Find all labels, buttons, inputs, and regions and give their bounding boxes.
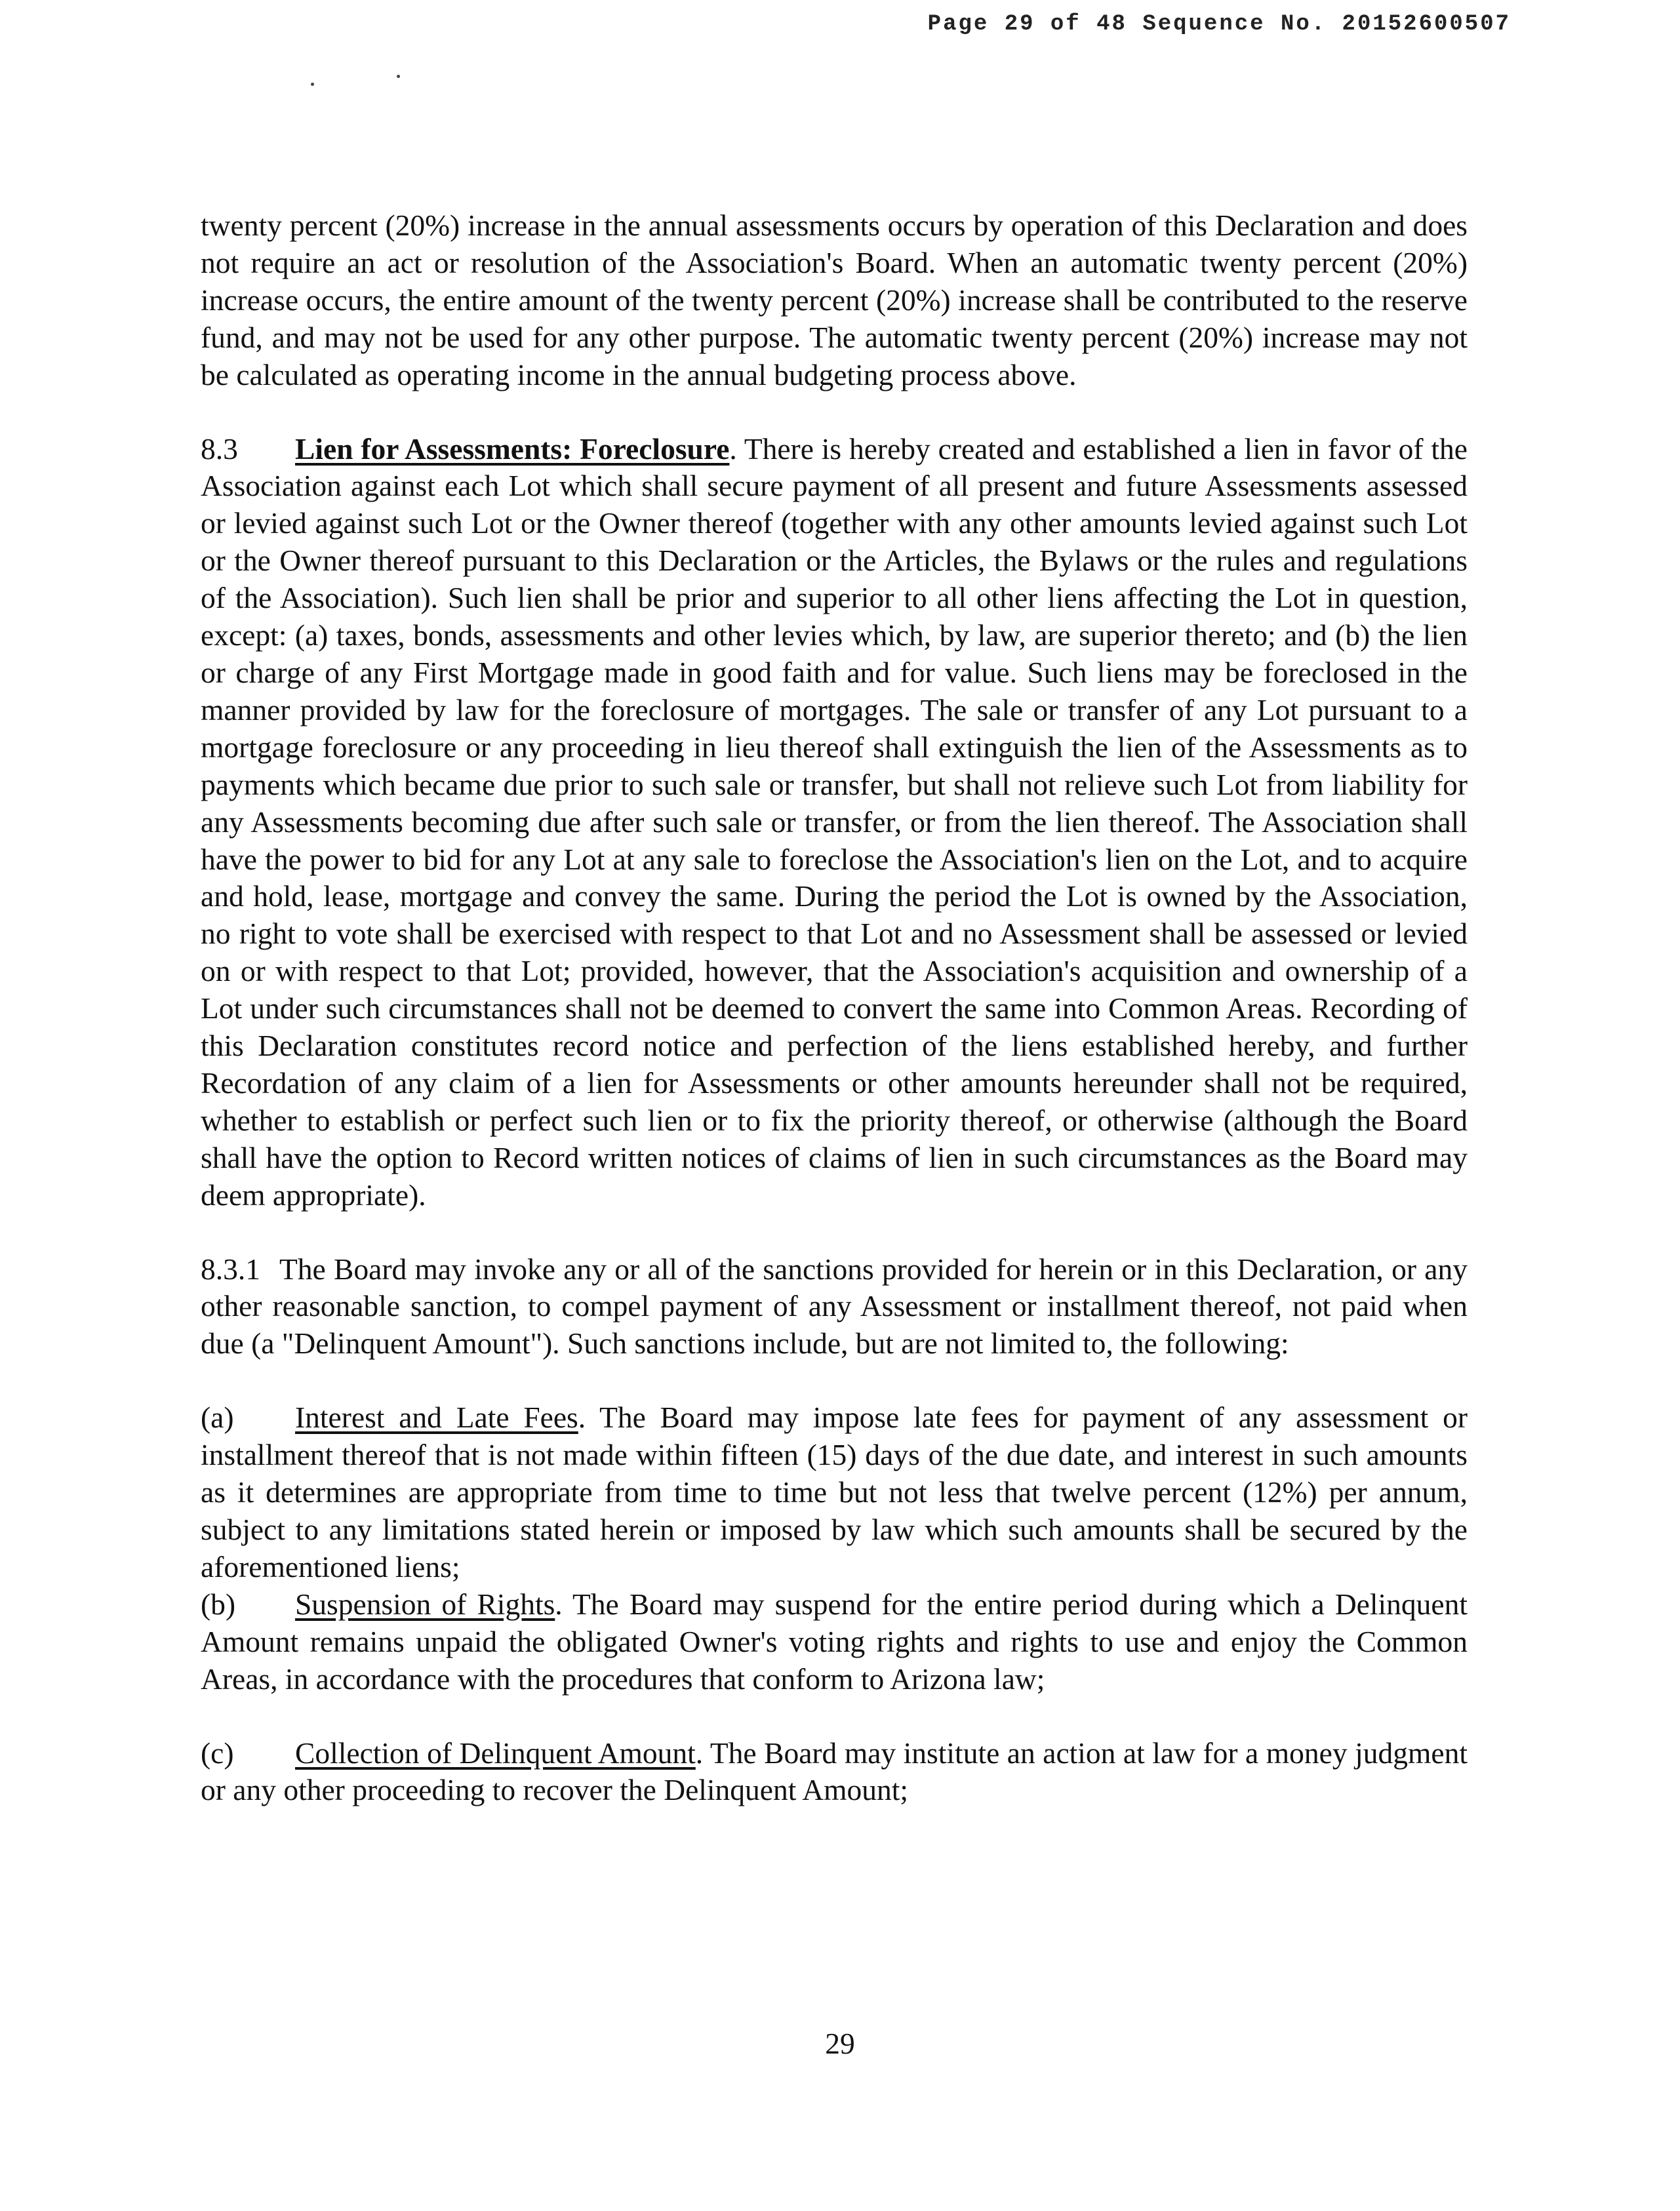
item-number: (c) [201,1736,234,1770]
section-number: 8.3 [201,431,238,466]
item-b-suspension-of-rights [201,1586,1468,1698]
item-title: Interest and Late Fees [295,1401,578,1435]
scan-specks [311,73,409,93]
section-number: 8.3.1 [201,1252,260,1286]
section-text: . There is hereby created and established a lien in favor of the Association against each Lot which shall secure payment of all present and future Assessments assessed or levied against such Lot or the Owner thereof (together with any other amounts levied against such Lot or the Owner thereof pursuant to this Declaration or the Articles, the Bylaws or the rules and regulations of the Association). Such lien shall be prior and superior to all other liens affecting the Lot in question, except: (a) taxes, bonds, assessments and other levies which, by law, are superior thereto; and (b) the lien or charge of any First Mortgage made in good faith and for value. Such liens may be foreclosed in the manner provided by law for the foreclosure of mortgages. The sale or transfer of any Lot pursuant to a mortgage foreclosure or any proceeding in lieu thereof shall extinguish the lien of the Assessments as to payments which became due prior to such sale or transfer, but shall not relieve such Lot from liability for any Assessments becoming due after such sale or transfer, or from the lien thereof. The Association shall have the power to bid for any Lot at any sale to foreclose the Association's lien on the Lot, and to acquire and hold, lease, mortgage and convey the same. During the period the Lot is owned by the Association, no right to vote shall be exercised with respect to that Lot and no Assessment shall be assessed or levied on or with respect to that Lot; provided, however, that the Association's acquisition and ownership of a Lot under such circumstances shall not be deemed to convert the same into Common Areas. Recording of this Declaration constitutes record notice and perfection of the liens established hereby, and further Recordation of any claim of a lien for Assessments or other amounts hereunder shall not be required, whether to establish or perfect such lien or to fix the priority thereof, or otherwise (although the Board shall have the option to Record written notices of claims of lien in such circumstances as the Board may deem appropriate). [201,431,1468,1212]
document-body [201,207,1468,1846]
section-8-3-1 [201,1251,1468,1363]
scan-speck [397,75,400,78]
item-title: Suspension of Rights [295,1587,555,1621]
paragraph-text: twenty percent (20%) increase in the annual assessments occurs by operation of this Declaration and does not require an act or resolution of the Association's Board. When an automatic twenty percent (20%) increase occurs, the entire amount of the twenty percent (20%) increase shall be contributed to the reserve fund, and may not be used for any other purpose. The automatic twenty percent (20%) increase may not be calculated as operating income in the annual budgeting process above. [201,209,1468,391]
section-text: The Board may invoke any or all of the sanctions provided for herein or in this Declaration, or any other reasonable sanction, to compel payment of any Assessment or installment thereof, not paid when due (a "Delinquent Amount"). Such sanctions include, but are not limited to, the following: [201,1252,1468,1361]
item-c-collection [201,1735,1468,1810]
page-number: 29 [825,2027,855,2060]
item-number: (b) [201,1587,236,1621]
item-number: (a) [201,1401,234,1435]
paragraph-reserve-increase [201,207,1468,394]
item-text: . The Board may impose late fees for payment of any assessment or installment thereof that is not made within fifteen (15) days of the due date, and interest in such amounts as it determines are appropriate from time to time but not less that twelve percent (12%) per annum, subject to any limitations stated herein or imposed by law which such amounts shall be secured by the aforementioned liens; [201,1401,1468,1584]
section-8-3 [201,431,1468,1214]
section-title: Lien for Assessments: Foreclosure [295,431,730,466]
page-sequence-header: Page 29 of 48 Sequence No. 20152600507 [927,12,1511,37]
item-a-interest-late-fees [201,1399,1468,1586]
item-text: . The Board may institute an action at law for a money judgment or any other proceeding to recover the Delinquent Amount; [201,1736,1468,1807]
scan-speck [311,83,314,86]
item-text: . The Board may suspend for the entire period during which a Delinquent Amount remains unpaid the obligated Owner's voting rights and rights to use and enjoy the Common Areas, in accordance with the procedures that conform to Arizona law; [201,1587,1468,1696]
item-title: Collection of Delinquent Amount [295,1736,696,1770]
